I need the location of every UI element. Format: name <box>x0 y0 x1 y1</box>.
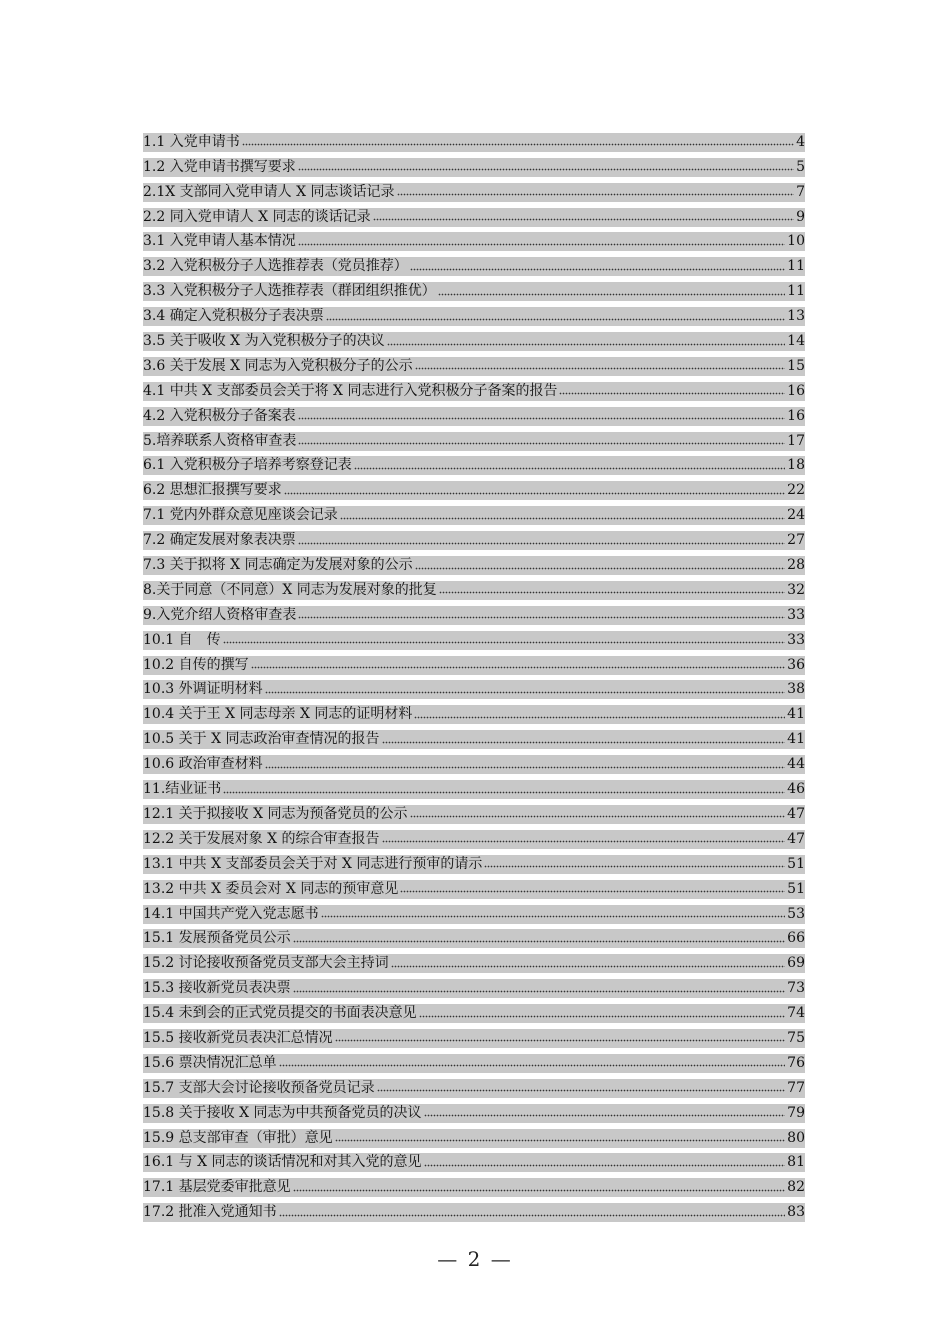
toc-entry-highlight <box>143 905 805 924</box>
toc-entry[interactable] <box>143 301 805 326</box>
toc-entry-page-number: 81 <box>787 1154 805 1171</box>
toc-dot-leader <box>377 1089 786 1093</box>
toc-entry[interactable] <box>143 475 805 500</box>
toc-entry-highlight <box>143 1203 805 1222</box>
toc-entry[interactable] <box>143 899 805 924</box>
toc-entry-title: 3.5 关于吸收 X 为入党积极分子的决议 <box>143 333 385 350</box>
toc-entry-title: 4.1 中共 X 支部委员会关于将 X 同志进行入党积极分子备案的报告 <box>143 382 558 399</box>
toc-entry-page-number: 76 <box>787 1054 805 1071</box>
toc-entry[interactable] <box>143 824 805 849</box>
toc-entry-highlight <box>143 780 805 799</box>
toc-dot-leader <box>298 541 785 545</box>
toc-entry[interactable] <box>143 849 805 874</box>
toc-entry-title: 10.1 自 传 <box>143 631 221 648</box>
toc-dot-leader <box>391 964 786 968</box>
toc-entry[interactable] <box>143 675 805 700</box>
toc-entry-title: 14.1 中国共产党入党志愿书 <box>143 905 319 922</box>
toc-entry[interactable] <box>143 426 805 451</box>
toc-entry-page-number: 69 <box>787 955 805 972</box>
toc-entry-page-number: 4 <box>796 133 805 150</box>
toc-dot-leader <box>223 790 785 794</box>
toc-entry-title: 4.2 入党积极分子备案表 <box>143 407 296 424</box>
toc-entry-page-number: 79 <box>787 1104 805 1121</box>
toc-entry[interactable] <box>143 924 805 949</box>
toc-dot-leader <box>484 865 785 869</box>
toc-entry-title: 9.入党介绍人资格审查表 <box>143 606 297 623</box>
toc-entry-highlight <box>143 1104 805 1123</box>
toc-entry-page-number: 17 <box>787 432 805 449</box>
toc-entry[interactable] <box>143 1148 805 1173</box>
toc-entry-page-number: 11 <box>787 283 805 300</box>
toc-entry[interactable] <box>143 451 805 476</box>
toc-dot-leader <box>335 1039 786 1043</box>
toc-entry-title: 15.8 关于接收 X 同志为中共预备党员的决议 <box>143 1104 422 1121</box>
toc-entry-page-number: 41 <box>787 731 805 748</box>
toc-entry[interactable] <box>143 202 805 227</box>
toc-entry-highlight <box>143 656 805 675</box>
toc-entry-highlight <box>143 1079 805 1098</box>
toc-entry-title: 1.2 入党申请书撰写要求 <box>143 158 296 175</box>
toc-entry-page-number: 66 <box>787 930 805 947</box>
toc-entry-page-number: 9 <box>796 208 805 225</box>
toc-entry-highlight <box>143 979 805 998</box>
toc-entry-title: 3.3 入党积极分子人选推荐表（群团组织推优） <box>143 283 436 300</box>
toc-entry[interactable] <box>143 724 805 749</box>
toc-entry-highlight <box>143 133 805 152</box>
toc-dot-leader <box>382 740 786 744</box>
toc-entry-title: 15.4 未到会的正式党员提交的书面表决意见 <box>143 1005 417 1022</box>
toc-entry-title: 6.1 入党积极分子培养考察登记表 <box>143 457 352 474</box>
toc-entry-title: 7.3 关于拟将 X 同志确定为发展对象的公示 <box>143 557 413 574</box>
toc-entry-page-number: 75 <box>787 1029 805 1046</box>
toc-entry-highlight <box>143 456 805 475</box>
toc-dot-leader <box>293 989 786 993</box>
toc-entry-title: 2.1X 支部同入党申请人 X 同志谈话记录 <box>143 183 395 200</box>
toc-entry-highlight <box>143 1029 805 1048</box>
toc-entry-title: 13.2 中共 X 委员会对 X 同志的预审意见 <box>143 880 399 897</box>
toc-entry-highlight <box>143 282 805 301</box>
toc-entry-highlight <box>143 730 805 749</box>
toc-entry-page-number: 24 <box>787 507 805 524</box>
toc-entry-highlight <box>143 232 805 251</box>
toc-entry-highlight <box>143 1178 805 1197</box>
toc-entry-page-number: 22 <box>787 482 805 499</box>
toc-entry-title: 6.2 思想汇报撰写要求 <box>143 482 282 499</box>
toc-entry[interactable] <box>143 276 805 301</box>
toc-entry-title: 10.6 政治审查材料 <box>143 756 263 773</box>
toc-entry-title: 7.1 党内外群众意见座谈会记录 <box>143 507 338 524</box>
toc-dot-leader <box>439 591 785 595</box>
toc-entry-page-number: 83 <box>787 1204 805 1221</box>
toc-entry-page-number: 41 <box>787 706 805 723</box>
toc-dot-leader <box>298 417 785 421</box>
toc-dot-leader <box>223 641 786 645</box>
toc-entry-page-number: 18 <box>787 457 805 474</box>
toc-dot-leader <box>298 168 794 172</box>
toc-entry[interactable] <box>143 1172 805 1197</box>
toc-entry-highlight <box>143 805 805 824</box>
toc-entry-highlight <box>143 531 805 550</box>
toc-dot-leader <box>438 292 785 296</box>
toc-entry-page-number: 15 <box>787 357 805 374</box>
toc-entry-title: 17.1 基层党委审批意见 <box>143 1179 291 1196</box>
toc-dot-leader <box>424 1114 786 1118</box>
toc-entry-title: 17.2 批准入党通知书 <box>143 1204 277 1221</box>
toc-entry[interactable] <box>143 251 805 276</box>
toc-entry[interactable] <box>143 1123 805 1148</box>
table-of-contents <box>143 127 805 1222</box>
toc-entry-highlight <box>143 332 805 351</box>
toc-entry-highlight <box>143 357 805 376</box>
toc-entry[interactable] <box>143 401 805 426</box>
toc-entry-title: 15.5 接收新党员表决汇总情况 <box>143 1029 333 1046</box>
toc-entry-page-number: 33 <box>787 606 805 623</box>
toc-entry-page-number: 51 <box>787 855 805 872</box>
toc-entry-page-number: 14 <box>787 333 805 350</box>
toc-entry[interactable] <box>143 874 805 899</box>
toc-entry-highlight <box>143 481 805 500</box>
toc-entry[interactable] <box>143 948 805 973</box>
toc-dot-leader <box>265 765 786 769</box>
toc-entry-title: 3.6 关于发展 X 同志为入党积极分子的公示 <box>143 357 413 374</box>
toc-entry-highlight <box>143 606 805 625</box>
toc-entry-page-number: 16 <box>787 407 805 424</box>
toc-entry-page-number: 33 <box>787 631 805 648</box>
toc-entry-page-number: 5 <box>796 158 805 175</box>
toc-dot-leader <box>424 1163 786 1167</box>
toc-dot-leader <box>397 193 795 197</box>
toc-entry-title: 8.关于同意（不同意）X 同志为发展对象的批复 <box>143 581 437 598</box>
toc-dot-leader <box>335 1139 786 1143</box>
toc-entry[interactable] <box>143 1073 805 1098</box>
toc-entry-title: 12.2 关于发展对象 X 的综合审查报告 <box>143 830 380 847</box>
toc-dot-leader <box>387 342 786 346</box>
toc-entry-highlight <box>143 855 805 874</box>
toc-dot-leader <box>321 915 786 919</box>
toc-dot-leader <box>284 491 785 495</box>
toc-entry-highlight <box>143 1054 805 1073</box>
toc-entry-page-number: 27 <box>787 532 805 549</box>
toc-entry-page-number: 51 <box>787 880 805 897</box>
toc-entry-highlight <box>143 1004 805 1023</box>
toc-entry-highlight <box>143 1153 805 1172</box>
toc-entry-highlight <box>143 880 805 899</box>
toc-dot-leader <box>354 466 785 470</box>
toc-entry[interactable] <box>143 227 805 252</box>
toc-dot-leader <box>410 267 785 271</box>
toc-entry[interactable] <box>143 625 805 650</box>
toc-entry-title: 12.1 关于拟接收 X 同志为预备党员的公示 <box>143 805 408 822</box>
toc-entry[interactable] <box>143 1098 805 1123</box>
toc-entry[interactable] <box>143 525 805 550</box>
toc-entry[interactable] <box>143 575 805 600</box>
toc-entry-highlight <box>143 755 805 774</box>
toc-entry-highlight <box>143 556 805 575</box>
toc-entry-title: 5.培养联系人资格审查表 <box>143 432 297 449</box>
toc-dot-leader <box>298 242 785 246</box>
toc-dot-leader <box>298 442 785 446</box>
toc-entry-highlight <box>143 158 805 177</box>
toc-entry-page-number: 82 <box>787 1179 805 1196</box>
toc-entry[interactable] <box>143 127 805 152</box>
toc-entry-title: 3.2 入党积极分子人选推荐表（党员推荐） <box>143 258 408 275</box>
toc-entry[interactable] <box>143 1197 805 1222</box>
toc-entry-title: 3.1 入党申请人基本情况 <box>143 233 296 250</box>
toc-entry-page-number: 47 <box>787 805 805 822</box>
toc-dot-leader <box>373 218 794 222</box>
toc-dot-leader <box>251 666 786 670</box>
toc-entry-page-number: 53 <box>787 905 805 922</box>
toc-entry-title: 2.2 同入党申请人 X 同志的谈话记录 <box>143 208 371 225</box>
toc-entry-highlight <box>143 705 805 724</box>
toc-entry[interactable] <box>143 774 805 799</box>
toc-dot-leader <box>279 1213 786 1217</box>
toc-entry-title: 10.3 外调证明材料 <box>143 681 263 698</box>
toc-entry[interactable] <box>143 998 805 1023</box>
toc-entry-highlight <box>143 407 805 426</box>
toc-entry[interactable] <box>143 699 805 724</box>
toc-entry-highlight <box>143 830 805 849</box>
toc-entry-highlight <box>143 432 805 451</box>
toc-entry-highlight <box>143 1129 805 1148</box>
toc-entry[interactable] <box>143 326 805 351</box>
toc-entry-title: 15.6 票决情况汇总单 <box>143 1054 277 1071</box>
toc-entry-title: 7.2 确定发展对象表决票 <box>143 532 296 549</box>
toc-entry-page-number: 16 <box>787 382 805 399</box>
toc-entry-page-number: 44 <box>787 756 805 773</box>
toc-entry-page-number: 13 <box>787 308 805 325</box>
toc-entry-highlight <box>143 631 805 650</box>
toc-entry-highlight <box>143 307 805 326</box>
toc-entry-title: 1.1 入党申请书 <box>143 133 240 150</box>
toc-entry-highlight <box>143 506 805 525</box>
toc-dot-leader <box>298 616 785 620</box>
toc-entry[interactable] <box>143 351 805 376</box>
toc-entry[interactable] <box>143 973 805 998</box>
toc-entry-highlight <box>143 257 805 276</box>
toc-entry-page-number: 36 <box>787 656 805 673</box>
toc-entry-highlight <box>143 929 805 948</box>
toc-entry-page-number: 73 <box>787 980 805 997</box>
toc-entry-title: 10.4 关于王 X 同志母亲 X 同志的证明材料 <box>143 706 413 723</box>
toc-dot-leader <box>559 392 785 396</box>
toc-dot-leader <box>400 890 785 894</box>
toc-dot-leader <box>419 1014 786 1018</box>
toc-entry[interactable] <box>143 650 805 675</box>
toc-entry-highlight <box>143 208 805 227</box>
toc-entry-highlight <box>143 680 805 699</box>
toc-entry-page-number: 32 <box>787 581 805 598</box>
toc-entry-title: 10.2 自传的撰写 <box>143 656 249 673</box>
toc-dot-leader <box>382 840 786 844</box>
toc-entry[interactable] <box>143 550 805 575</box>
toc-entry[interactable] <box>143 749 805 774</box>
toc-entry-title: 15.1 发展预备党员公示 <box>143 930 291 947</box>
toc-entry-page-number: 28 <box>787 557 805 574</box>
toc-entry-page-number: 77 <box>787 1079 805 1096</box>
toc-entry-page-number: 74 <box>787 1005 805 1022</box>
toc-entry-page-number: 46 <box>787 781 805 798</box>
toc-dot-leader <box>415 367 786 371</box>
page-number: — 2 — <box>437 1247 513 1271</box>
toc-entry-page-number: 80 <box>787 1129 805 1146</box>
toc-entry-page-number: 47 <box>787 830 805 847</box>
toc-dot-leader <box>242 143 794 147</box>
toc-entry-title: 10.5 关于 X 同志政治审查情况的报告 <box>143 731 380 748</box>
toc-dot-leader <box>293 1188 786 1192</box>
toc-entry-title: 16.1 与 X 同志的谈话情况和对其入党的意见 <box>143 1154 422 1171</box>
toc-entry-title: 15.7 支部大会讨论接收预备党员记录 <box>143 1079 375 1096</box>
toc-dot-leader <box>279 1064 786 1068</box>
toc-entry-page-number: 7 <box>796 183 805 200</box>
toc-entry[interactable] <box>143 376 805 401</box>
toc-dot-leader <box>265 690 786 694</box>
toc-dot-leader <box>415 566 786 570</box>
toc-entry[interactable] <box>143 500 805 525</box>
toc-entry-title: 3.4 确定入党积极分子表决票 <box>143 308 324 325</box>
toc-entry[interactable] <box>143 799 805 824</box>
toc-entry-page-number: 38 <box>787 681 805 698</box>
toc-entry-title: 15.3 接收新党员表决票 <box>143 980 291 997</box>
toc-dot-leader <box>410 815 786 819</box>
toc-entry[interactable] <box>143 1023 805 1048</box>
toc-entry-title: 13.1 中共 X 支部委员会关于对 X 同志进行预审的请示 <box>143 855 483 872</box>
toc-dot-leader <box>414 715 785 719</box>
toc-entry-page-number: 11 <box>787 258 805 275</box>
toc-entry[interactable] <box>143 1048 805 1073</box>
toc-entry-highlight <box>143 954 805 973</box>
toc-entry-highlight <box>143 382 805 401</box>
toc-entry[interactable] <box>143 600 805 625</box>
toc-entry[interactable] <box>143 152 805 177</box>
toc-entry-highlight <box>143 183 805 202</box>
toc-entry-highlight <box>143 581 805 600</box>
toc-dot-leader <box>293 939 786 943</box>
toc-entry-title: 15.9 总支部审查（审批）意见 <box>143 1129 333 1146</box>
toc-entry-title: 11.结业证书 <box>143 781 222 798</box>
toc-entry-page-number: 10 <box>787 233 805 250</box>
toc-dot-leader <box>326 317 785 321</box>
toc-dot-leader <box>340 516 785 520</box>
toc-entry-title: 15.2 讨论接收预备党员支部大会主持词 <box>143 955 389 972</box>
toc-entry[interactable] <box>143 177 805 202</box>
